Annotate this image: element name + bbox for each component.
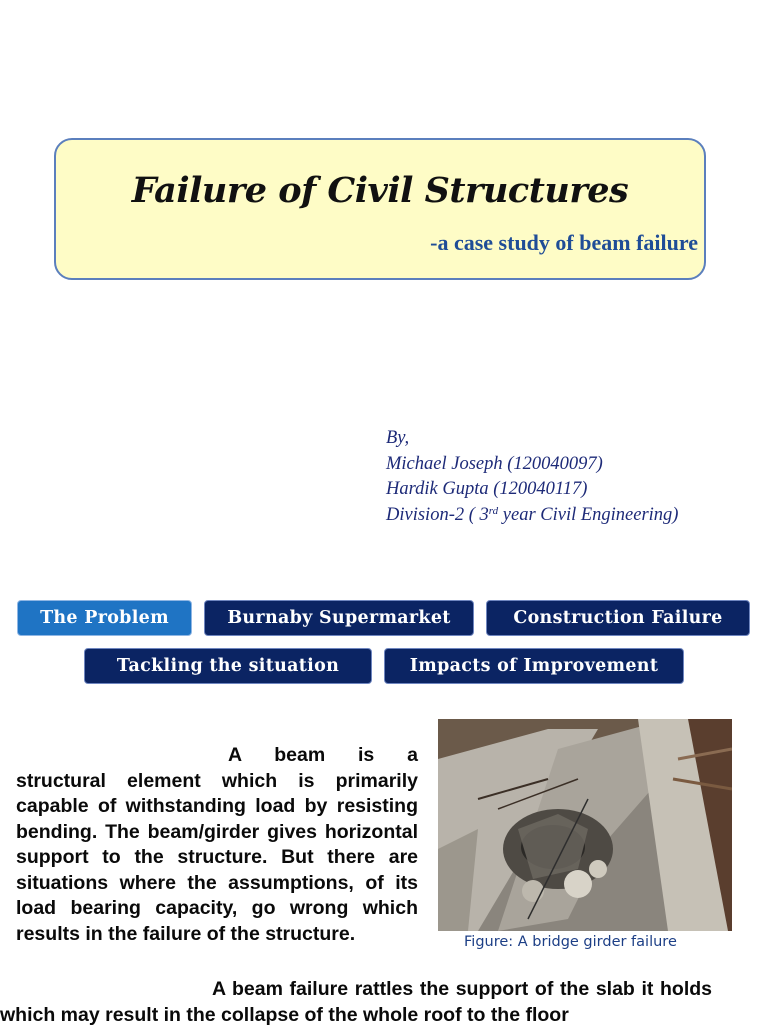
author-block	[386, 426, 678, 528]
division-suffix: year Civil Engineering)	[498, 504, 679, 525]
nav-button-construction-failure[interactable]: Construction Failure	[486, 600, 750, 636]
intro-paragraph	[16, 743, 418, 947]
nav-button-burnaby-supermarket[interactable]: Burnaby Supermarket	[204, 600, 474, 636]
page-title: Failure of Civil Structures	[131, 170, 629, 211]
division-prefix: Division-2 ( 3	[386, 504, 489, 525]
authors-by: By,	[386, 428, 410, 448]
nav-button-the-problem[interactable]: The Problem	[17, 600, 192, 636]
intro-paragraph-text: A beam is a structural element which is primarily capable of withstanding load by resisting bending. The beam/girder gives horizontal support to the structure. But there are situations where the assumptions, of its load bearing capacity, go wrong which results in the failure of the structure.	[16, 744, 418, 945]
author-2: Hardik Gupta (120040117)	[386, 479, 588, 499]
second-paragraph	[0, 977, 712, 1028]
second-paragraph-text: A beam failure rattles the support of the slab it holds which may result in the collapse of the whole roof to the floor	[0, 978, 712, 1026]
author-1: Michael Joseph (120040097)	[386, 453, 603, 474]
figure-caption: Figure: A bridge girder failure	[464, 934, 677, 950]
nav-button-impacts-of-improvement[interactable]: Impacts of Improvement	[384, 648, 684, 684]
page-subtitle: -a case study of beam failure	[430, 230, 698, 255]
division-superscript: rd	[488, 504, 499, 517]
nav-button-tackling-the-situation[interactable]: Tackling the situation	[84, 648, 372, 684]
bridge-girder-failure-photo	[438, 719, 732, 931]
author-division	[386, 503, 678, 529]
title-box	[54, 138, 706, 280]
